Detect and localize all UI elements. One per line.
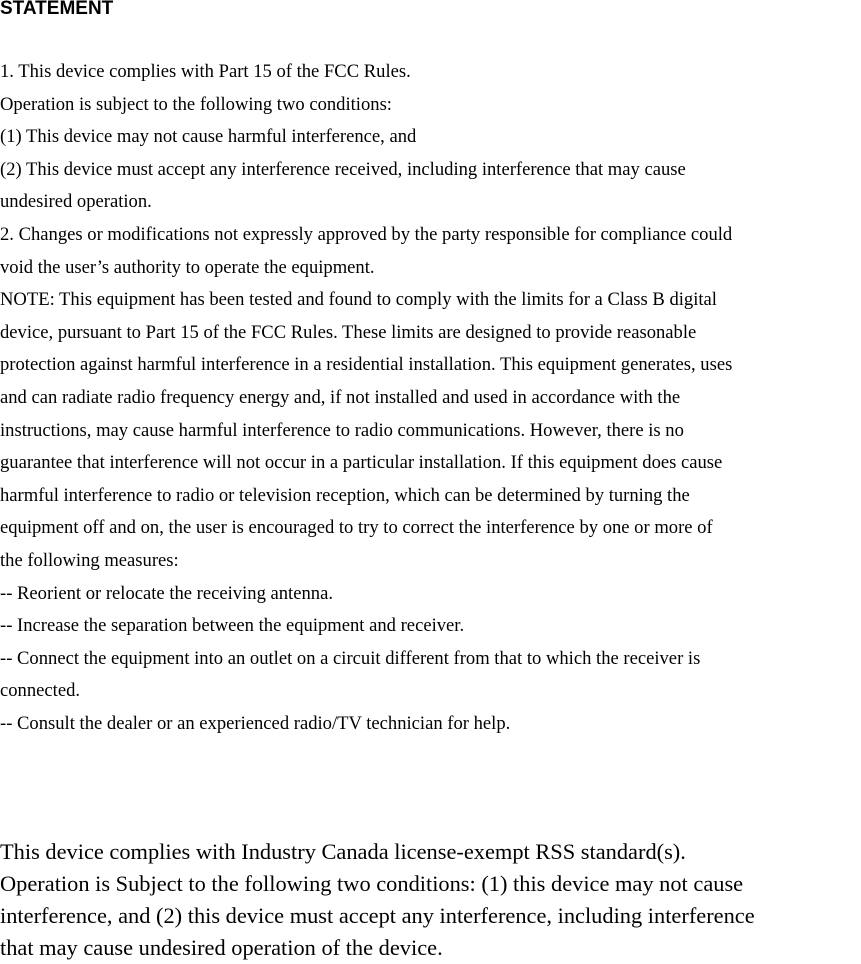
fcc-line: -- Connect the equipment into an outlet on a circuit different from that to which the receiver is bbox=[0, 647, 701, 669]
fcc-line: the following measures: bbox=[0, 549, 179, 571]
fcc-line: guarantee that interference will not occur in a particular installation. If this equipment does cause bbox=[0, 452, 723, 474]
fcc-line: and can radiate radio frequency energy and, if not installed and used in accordance with the bbox=[0, 386, 681, 408]
fcc-line: protection against harmful interference in a residential installation. This equipment generates, uses bbox=[0, 354, 733, 376]
fcc-line: 1. This device complies with Part 15 of the FCC Rules. bbox=[0, 61, 411, 82]
fcc-line: harmful interference to radio or television reception, which can be determined by turning the bbox=[0, 484, 690, 506]
fcc-line: (1) This device may not cause harmful interference, and bbox=[0, 126, 417, 148]
fcc-line: -- Increase the separation between the equipment and receiver. bbox=[0, 615, 465, 637]
fcc-line: NOTE: This equipment has been tested and found to comply with the limits for a Class B digital bbox=[0, 289, 717, 311]
fcc-line: void the user’s authority to operate the equipment. bbox=[0, 256, 375, 278]
fcc-statement bbox=[0, 56, 861, 740]
fcc-line: instructions, may cause harmful interference to radio communications. However, there is no bbox=[0, 419, 684, 441]
fcc-line: -- Reorient or relocate the receiving antenna. bbox=[0, 582, 333, 604]
fcc-line: (2) This device must accept any interference received, including interference that may cause bbox=[0, 158, 686, 180]
fcc-line: device, pursuant to Part 15 of the FCC Rules. These limits are designed to provide reasonable bbox=[0, 321, 697, 343]
ic-line: interference, and (2) this device must accept any interference, including interference bbox=[0, 903, 755, 928]
industry-canada-statement bbox=[0, 836, 861, 964]
fcc-line: connected. bbox=[0, 680, 81, 702]
ic-line: Operation is Subject to the following two conditions: (1) this device may not cause bbox=[0, 871, 744, 896]
statement-heading: STATEMENT bbox=[0, 0, 114, 19]
ic-line: This device complies with Industry Canada license-exempt RSS standard(s). bbox=[0, 839, 686, 864]
ic-line: that may cause undesired operation of the device. bbox=[0, 935, 443, 960]
fcc-line: equipment off and on, the user is encouraged to try to correct the interference by one or more of bbox=[0, 517, 713, 539]
fcc-line: -- Consult the dealer or an experienced radio/TV technician for help. bbox=[0, 712, 511, 734]
fcc-line: 2. Changes or modifications not expressly approved by the party responsible for compliance could bbox=[0, 223, 733, 245]
fcc-line: undesired operation. bbox=[0, 191, 152, 213]
fcc-line: Operation is subject to the following two conditions: bbox=[0, 93, 392, 115]
